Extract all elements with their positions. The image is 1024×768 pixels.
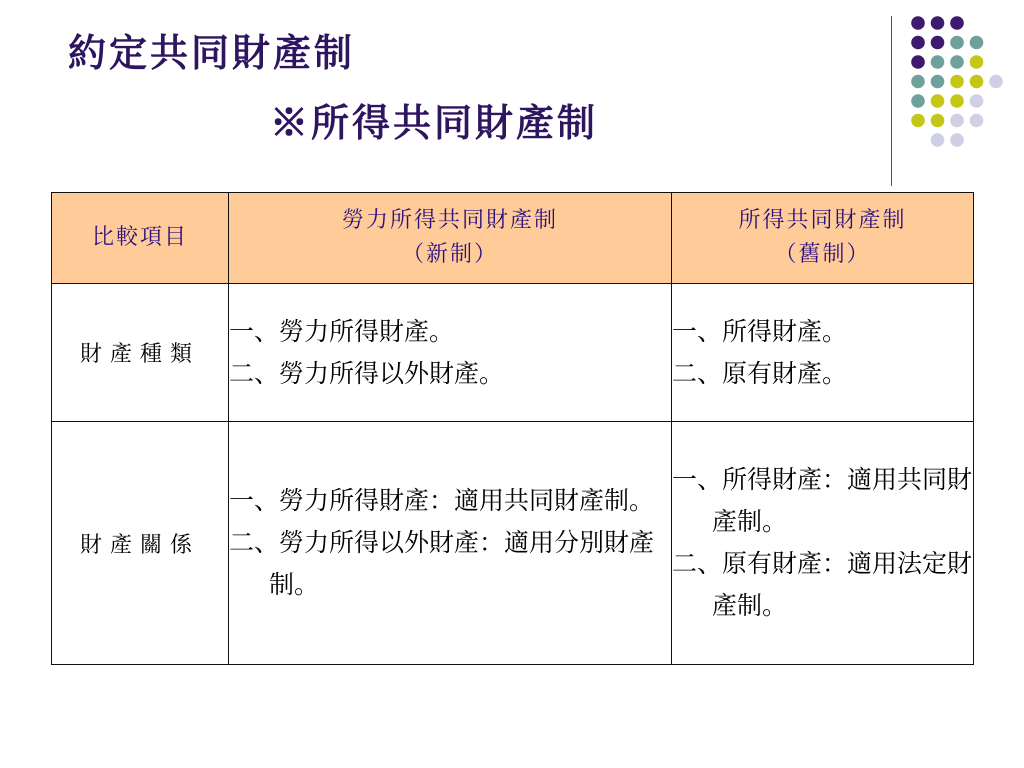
table-header-row <box>52 193 974 284</box>
decorative-dot <box>989 75 1003 89</box>
cell-old-property-type <box>672 284 974 422</box>
header-new-system <box>229 193 672 284</box>
decorative-dot <box>970 94 984 108</box>
cell-old-property-relation <box>672 422 974 665</box>
decorative-dot <box>931 36 945 50</box>
decorative-dot <box>931 75 945 89</box>
row-label-property-relation: 財產關係 <box>52 422 229 665</box>
decorative-dot <box>931 16 945 30</box>
list-item: 一、勞力所得財產。 <box>229 316 455 346</box>
slide-subtitle: ※所得共同財產制 <box>270 100 599 145</box>
decorative-dot <box>950 36 964 50</box>
list-item: 一、勞力所得財產：適用共同財產制。 <box>229 486 655 515</box>
decorative-dot <box>950 133 964 147</box>
decorative-dot <box>911 16 925 30</box>
decorative-dot <box>970 75 984 89</box>
header-old-system-tag: （舊制） <box>774 242 871 267</box>
decorative-dot <box>950 114 964 128</box>
table-row <box>52 422 974 665</box>
header-new-system-tag: （新制） <box>401 242 498 267</box>
decorative-dot <box>970 36 984 50</box>
decorative-dot <box>950 55 964 69</box>
decorative-dot <box>911 114 925 128</box>
header-old-system-name: 所得共同財產制 <box>738 208 907 233</box>
header-new-system-name: 勞力所得共同財產制 <box>341 208 558 233</box>
decorative-dot <box>911 75 925 89</box>
decorative-dot <box>970 114 984 128</box>
comparison-table <box>51 192 974 665</box>
list-item: 二、勞力所得以外財產。 <box>229 358 505 388</box>
decorative-dot <box>950 94 964 108</box>
decorative-dot <box>931 55 945 69</box>
row-label-property-type: 財產種類 <box>52 284 229 422</box>
decorative-dot <box>950 16 964 30</box>
list-item: 二、勞力所得以外財產：適用分別財產制。 <box>229 528 655 599</box>
decorative-dot <box>931 94 945 108</box>
decorative-dot <box>911 94 925 108</box>
cell-new-property-type <box>229 284 672 422</box>
decorative-dot <box>931 114 945 128</box>
cell-new-property-relation <box>229 422 672 665</box>
decorative-dot <box>911 55 925 69</box>
decorative-dot <box>970 55 984 69</box>
decorative-dot <box>911 36 925 50</box>
decorative-dot-grid <box>0 0 1024 200</box>
decorative-dot <box>950 75 964 89</box>
decorative-dot <box>931 133 945 147</box>
header-old-system <box>672 193 974 284</box>
table-row <box>52 284 974 422</box>
list-item: 一、所得財產：適用共同財產制。 <box>672 465 973 536</box>
list-item: 二、原有財產。 <box>672 358 848 388</box>
list-item: 一、所得財產。 <box>672 316 848 346</box>
slide-title: 約定共同財產制 <box>68 30 356 75</box>
list-item: 二、原有財產：適用法定財產制。 <box>672 549 973 620</box>
header-compare-item: 比較項目 <box>52 193 229 284</box>
